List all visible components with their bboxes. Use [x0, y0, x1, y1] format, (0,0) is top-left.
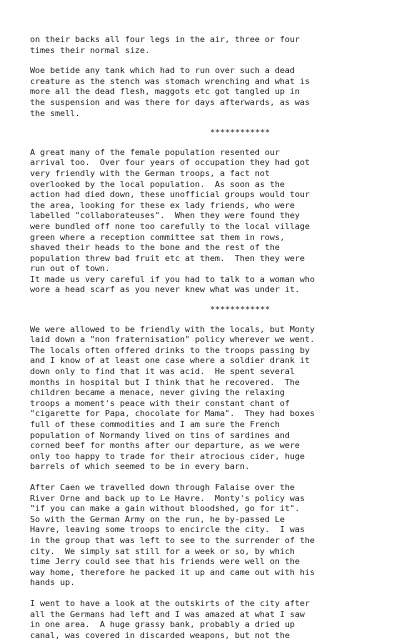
text-line: labelled "collaborateuses". When they were found they [30, 210, 300, 221]
document-body [30, 34, 400, 640]
text-line: times their normal size. [30, 44, 150, 55]
text-line: The locals often offered drinks to the troops passing by [30, 344, 310, 355]
text-line: It made us very careful if you had to talk to a woman who [30, 273, 315, 284]
text-line: children became a menace, never giving the relaxing [30, 387, 285, 398]
text-line: way home, therefore he packed it up and came out with his [30, 566, 315, 577]
text-line: city. We simply sat still for a week or so, by which [30, 545, 295, 556]
text-line: "cigarette for Papa, chocolate for Mama". They had boxes [30, 408, 315, 419]
text-line: action had died down, these unofficial groups would tour [30, 189, 310, 200]
text-line: time Jerry could see that his friends were well on the [30, 556, 300, 567]
text-line: on their backs all four legs in the air, three or four [30, 34, 300, 44]
text-line: the area, looking for these ex lady friends, who were [30, 199, 295, 210]
text-line: So with the German Army on the run, he by-passed Le [30, 513, 285, 524]
text-line: Woe betide any tank which had to run over such a dead [30, 65, 295, 76]
text-line: the smell. [30, 107, 80, 118]
text-line: laid down a "non fraternisation" policy wherever we went. [30, 334, 315, 345]
text-line: corned beef for months after our departure, as we were [30, 440, 300, 451]
text-line: in the group that was left to see to the surrender of the [30, 534, 315, 545]
text-line: population threw bad fruit etc at them. Then they were [30, 252, 305, 263]
paragraph-1 [30, 34, 400, 55]
text-line: full of these commodities and I am sure the French [30, 419, 280, 429]
paragraph-3 [30, 147, 400, 295]
text-line: "if you can make a gain without bloodshed, go for it". [30, 503, 300, 514]
section-separator: ************ [210, 127, 270, 138]
text-line: months in hospital but I think that he recovered. The [30, 376, 300, 387]
text-line: all the Germans had left and I was amazed at what I saw [30, 608, 305, 619]
text-line: hands up. [30, 577, 75, 588]
text-line: Havre, leaving some troops to encircle the city. I was [30, 524, 305, 535]
text-line: green where a reception committee sat them in rows, [30, 231, 285, 242]
text-line: creature as the stench was stomach wrenching and what is [30, 75, 310, 86]
section-separator: ************ [210, 304, 270, 315]
text-line: more all the dead flesh, maggots etc got tangled up in [30, 86, 300, 97]
text-line: wore a head scarf as you never knew what was under it. [30, 284, 300, 295]
text-line: barrels of which seemed to be in every barn. [30, 461, 250, 472]
text-line: very friendly with the German troops, a fact not [30, 167, 270, 178]
text-line: were bundled off none too carefully to the local village [30, 220, 310, 231]
text-line: After Caen we travelled down through Falaise over the [30, 481, 295, 492]
text-line: only too happy to trade for their atrocious cider, huge [30, 450, 305, 461]
text-line: and I know of at least one case where a soldier drank it [30, 355, 310, 366]
paragraph-6 [30, 598, 400, 640]
paragraph-4 [30, 324, 400, 472]
text-line: canal, was covered in discarded weapons, but not the [30, 629, 290, 640]
text-line: troops a moment's peace with their constant chant of [30, 397, 290, 408]
text-line: River Orne and back up to Le Havre. Monty's policy was [30, 492, 305, 503]
text-line: We were allowed to be friendly with the locals, but Monty [30, 323, 315, 334]
text-line: down only to find that it was acid. He spent several [30, 366, 295, 377]
text-line: run out of town. [30, 263, 110, 274]
text-line: arrival too. Over four years of occupation they had got [30, 157, 310, 168]
text-line: the suspension and was there for days afterwards, as was [30, 96, 310, 107]
text-line: shaved their heads to the bone and the rest of the [30, 242, 280, 253]
text-line: A great many of the female population resented our [30, 146, 280, 157]
text-line: overlooked by the local population. As soon as the [30, 178, 285, 189]
text-line: in one area. A huge grassy bank, probably a dried up [30, 619, 295, 630]
paragraph-2 [30, 65, 400, 118]
paragraph-5 [30, 482, 400, 588]
text-line: I went to have a look at the outskirts of the city after [30, 597, 310, 608]
text-line: population of Normandy lived on tins of sardines and [30, 429, 290, 440]
